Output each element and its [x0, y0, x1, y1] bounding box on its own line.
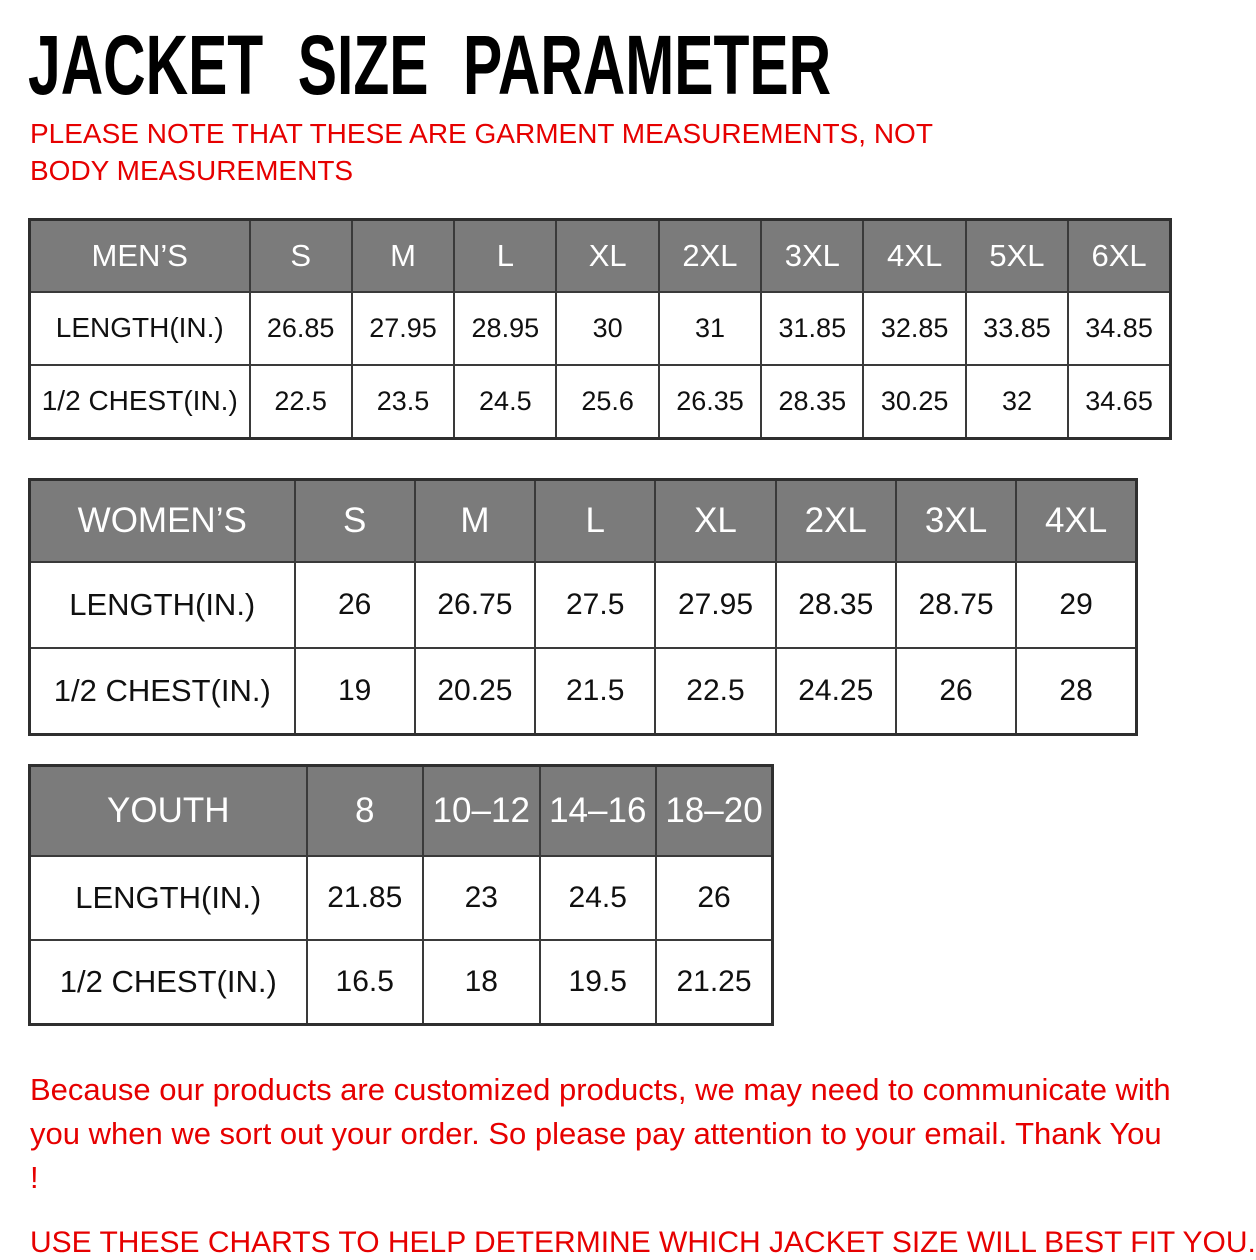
measurement-value-cell: 27.95	[655, 562, 775, 648]
measurement-value-cell: 28.95	[454, 292, 556, 365]
womens-size-header-cell: M	[415, 479, 535, 562]
measurement-value-cell: 26	[656, 856, 773, 940]
row-label-cell: LENGTH(IN.)	[30, 856, 307, 940]
measurement-value-cell: 21.25	[656, 940, 773, 1025]
measurement-value-cell: 22.5	[655, 648, 775, 735]
page-title: JACKET SIZE PARAMETER	[28, 18, 832, 112]
mens-measurement-row	[30, 292, 1171, 365]
measurement-value-cell: 22.5	[250, 365, 352, 439]
measurement-value-cell: 28.75	[896, 562, 1016, 648]
measurement-value-cell: 32	[966, 365, 1068, 439]
measurement-value-cell: 26.85	[250, 292, 352, 365]
womens-size-header-cell: 2XL	[776, 479, 896, 562]
measurement-value-cell: 26.75	[415, 562, 535, 648]
measurement-value-cell: 20.25	[415, 648, 535, 735]
measurement-value-cell: 27.95	[352, 292, 454, 365]
mens-size-header-cell: 5XL	[966, 219, 1068, 292]
measurement-value-cell: 28.35	[761, 365, 863, 439]
row-label-cell: 1/2 CHEST(IN.)	[30, 648, 295, 735]
womens-size-header-cell: XL	[655, 479, 775, 562]
measurement-value-cell: 30.25	[863, 365, 965, 439]
womens-size-header-cell: L	[535, 479, 655, 562]
youth-size-header-cell: 18–20	[656, 765, 773, 856]
womens-measurement-row	[30, 562, 1137, 648]
row-label-cell: LENGTH(IN.)	[30, 292, 250, 365]
measurement-value-cell: 34.65	[1068, 365, 1170, 439]
mens-group-header-cell: MEN’S	[30, 219, 250, 292]
womens-size-table	[28, 478, 1138, 736]
measurement-value-cell: 24.5	[540, 856, 657, 940]
measurement-value-cell: 19	[295, 648, 415, 735]
measurement-value-cell: 30	[556, 292, 658, 365]
womens-size-header-cell: S	[295, 479, 415, 562]
youth-header-row	[30, 765, 773, 856]
customization-notice: Because our products are customized products, we may need to communicate with you when we sort out your order. So please pay attention to your email. Thank You !	[30, 1071, 1171, 1195]
measurement-value-cell: 34.85	[1068, 292, 1170, 365]
youth-size-header-cell: 14–16	[540, 765, 657, 856]
measurement-value-cell: 33.85	[966, 292, 1068, 365]
mens-size-table	[28, 218, 1172, 440]
row-label-cell: 1/2 CHEST(IN.)	[30, 365, 250, 439]
womens-header-row	[30, 479, 1137, 562]
youth-measurement-row	[30, 940, 773, 1025]
row-label-cell: 1/2 CHEST(IN.)	[30, 940, 307, 1025]
mens-size-header-cell: 4XL	[863, 219, 965, 292]
measurement-value-cell: 29	[1016, 562, 1136, 648]
measurement-value-cell: 27.5	[535, 562, 655, 648]
chart-usage-instruction: USE THESE CHARTS TO HELP DETERMINE WHICH JACKET SIZE WILL BEST FIT YOU.	[30, 1225, 1256, 1259]
measurement-value-cell: 28.35	[776, 562, 896, 648]
womens-size-header-cell: 4XL	[1016, 479, 1136, 562]
mens-measurement-row	[30, 365, 1171, 439]
measurement-value-cell: 26.35	[659, 365, 761, 439]
row-label-cell: LENGTH(IN.)	[30, 562, 295, 648]
mens-size-header-cell: XL	[556, 219, 658, 292]
mens-size-header-cell: S	[250, 219, 352, 292]
measurement-value-cell: 26	[896, 648, 1016, 735]
garment-measurement-note: PLEASE NOTE THAT THESE ARE GARMENT MEASUREMENTS, NOT BODY MEASUREMENTS	[30, 118, 933, 186]
measurement-value-cell: 25.6	[556, 365, 658, 439]
mens-header-row	[30, 219, 1171, 292]
measurement-value-cell: 23.5	[352, 365, 454, 439]
mens-size-header-cell: M	[352, 219, 454, 292]
measurement-value-cell: 18	[423, 940, 540, 1025]
mens-size-header-cell: 3XL	[761, 219, 863, 292]
measurement-value-cell: 23	[423, 856, 540, 940]
mens-size-header-cell: L	[454, 219, 556, 292]
youth-size-table	[28, 764, 774, 1026]
measurement-value-cell: 24.5	[454, 365, 556, 439]
measurement-value-cell: 31	[659, 292, 761, 365]
womens-measurement-row	[30, 648, 1137, 735]
measurement-value-cell: 24.25	[776, 648, 896, 735]
womens-size-header-cell: 3XL	[896, 479, 1016, 562]
measurement-value-cell: 26	[295, 562, 415, 648]
size-tables-container	[28, 218, 1172, 1026]
measurement-value-cell: 21.85	[307, 856, 424, 940]
womens-group-header-cell: WOMEN’S	[30, 479, 295, 562]
youth-measurement-row	[30, 856, 773, 940]
measurement-value-cell: 32.85	[863, 292, 965, 365]
mens-size-header-cell: 6XL	[1068, 219, 1170, 292]
measurement-value-cell: 21.5	[535, 648, 655, 735]
youth-size-header-cell: 10–12	[423, 765, 540, 856]
measurement-value-cell: 16.5	[307, 940, 424, 1025]
measurement-value-cell: 19.5	[540, 940, 657, 1025]
youth-group-header-cell: YOUTH	[30, 765, 307, 856]
youth-size-header-cell: 8	[307, 765, 424, 856]
mens-size-header-cell: 2XL	[659, 219, 761, 292]
measurement-value-cell: 28	[1016, 648, 1136, 735]
measurement-value-cell: 31.85	[761, 292, 863, 365]
